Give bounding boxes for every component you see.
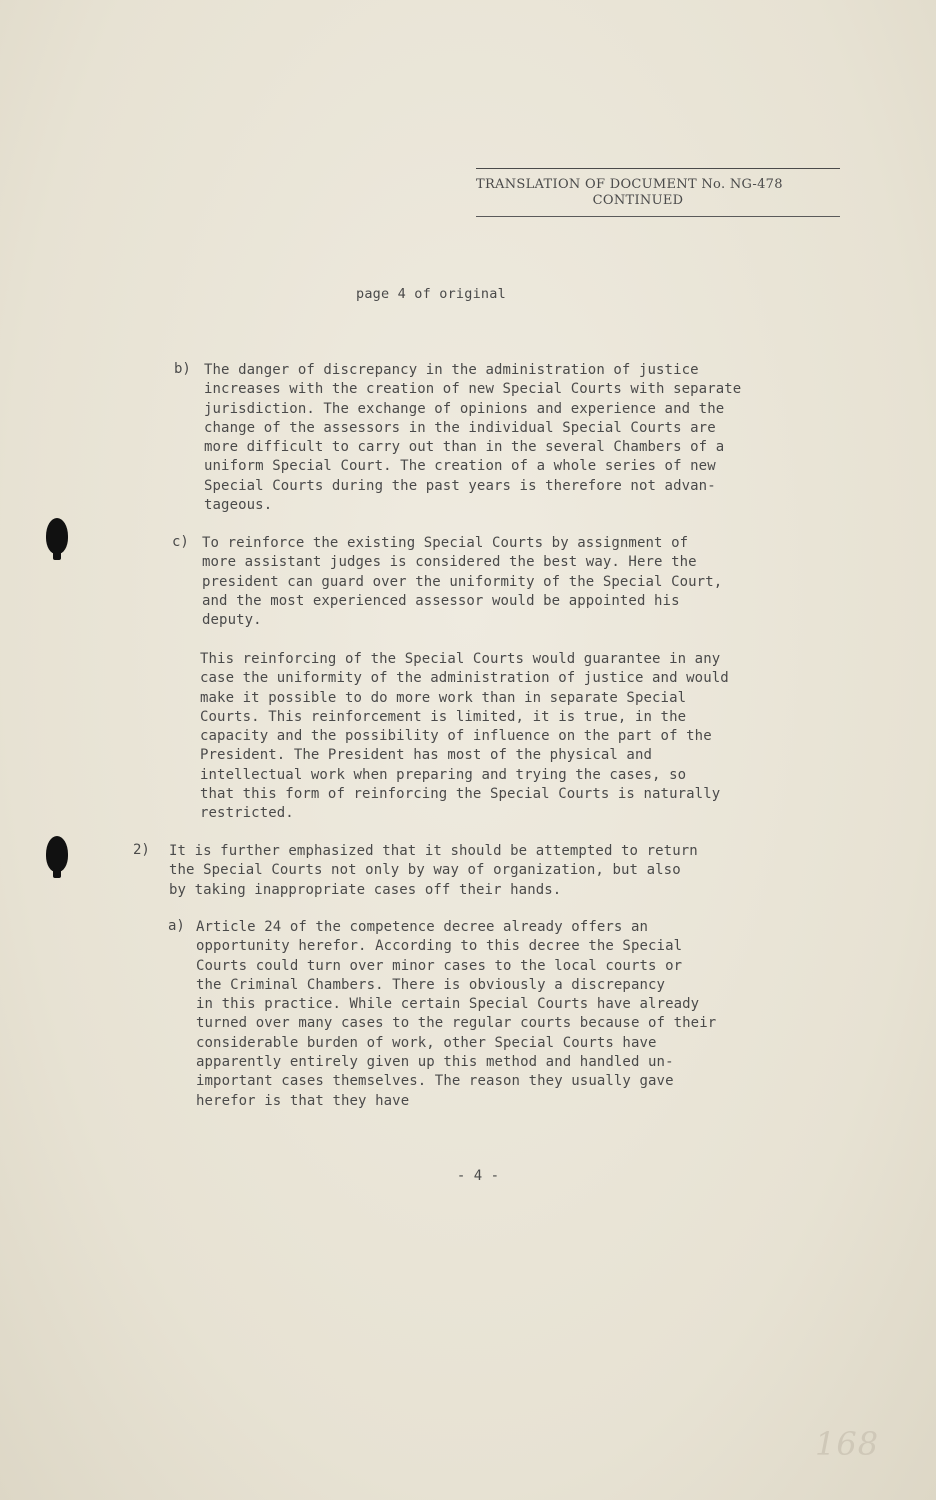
text-line: deputy. xyxy=(202,612,262,629)
text-line: considerable burden of work, other Special Courts have xyxy=(196,1034,657,1051)
text-line: intellectual work when preparing and trying the cases, so xyxy=(200,766,687,783)
text-line: apparently entirely given up this method and handled un- xyxy=(196,1054,674,1071)
text-line: the Criminal Chambers. There is obviously a discrepancy xyxy=(196,976,666,993)
text-line: The danger of discrepancy in the administration of justice xyxy=(204,362,699,378)
paragraph-marker: 2) xyxy=(133,842,150,858)
text-line: in this practice. While certain Special Courts have already xyxy=(196,996,700,1013)
text-line: by taking inappropriate cases off their hands. xyxy=(169,881,562,898)
archive-stamp-number: 168 xyxy=(815,1425,880,1463)
text-line: and the most experienced assessor would be appointed his xyxy=(202,592,680,609)
text-line: opportunity herefor. According to this decree the Special xyxy=(196,938,683,955)
text-line: that this form of reinforcing the Special Courts is naturally xyxy=(200,786,721,803)
paragraph-marker: a) xyxy=(168,918,185,934)
punch-hole xyxy=(46,518,68,554)
paragraph-b xyxy=(174,361,742,515)
paragraph-a xyxy=(168,918,717,1111)
paragraph-c-continued xyxy=(200,650,729,824)
text-line: president can guard over the uniformity of the Special Court, xyxy=(202,573,723,590)
text-line: increases with the creation of new Special Courts with separate xyxy=(204,381,742,398)
text-line: restricted. xyxy=(200,805,294,822)
text-line: change of the assessors in the individual Special Courts are xyxy=(204,419,716,436)
text-line: Article 24 of the competence decree already offers an xyxy=(196,919,649,935)
page-of-original-note: page 4 of original xyxy=(356,286,506,302)
text-line: Courts. This reinforcement is limited, it is true, in the xyxy=(200,708,687,725)
text-line: herefor is that they have xyxy=(196,1092,410,1109)
text-line: tageous. xyxy=(204,497,273,514)
text-line: jurisdiction. The exchange of opinions and experience and the xyxy=(204,400,725,417)
text-line: make it possible to do more work than in separate Special xyxy=(200,689,687,706)
text-line: It is further emphasized that it should be attempted to return xyxy=(169,843,698,859)
text-line: the Special Courts not only by way of organization, but also xyxy=(169,862,681,879)
text-line: Courts could turn over minor cases to the local courts or xyxy=(196,957,683,974)
punch-hole xyxy=(46,836,68,872)
text-line: case the uniformity of the administration of justice and would xyxy=(200,670,729,687)
page-number: - 4 - xyxy=(456,1168,500,1184)
paragraph-2 xyxy=(133,842,698,900)
text-line: This reinforcing of the Special Courts would guarantee in any xyxy=(200,651,721,667)
text-line: turned over many cases to the regular courts because of their xyxy=(196,1015,717,1032)
paragraph-c xyxy=(172,534,723,630)
header-title: TRANSLATION OF DOCUMENT No. NG-478 xyxy=(476,177,783,192)
text-line: more difficult to carry out than in the several Chambers of a xyxy=(204,439,725,456)
paragraph-marker: c) xyxy=(172,534,189,550)
header-continued: CONTINUED xyxy=(592,193,684,208)
text-line: President. The President has most of the physical and xyxy=(200,747,653,764)
text-line: To reinforce the existing Special Courts by assignment of xyxy=(202,535,689,551)
text-line: more assistant judges is considered the best way. Here the xyxy=(202,554,697,571)
text-line: uniform Special Court. The creation of a whole series of new xyxy=(204,458,716,475)
text-line: Special Courts during the past years is therefore not advan- xyxy=(204,477,716,494)
translation-header xyxy=(476,168,840,217)
text-line: important cases themselves. The reason they usually gave xyxy=(196,1073,674,1090)
text-line: capacity and the possibility of influence on the part of the xyxy=(200,728,712,745)
paragraph-marker: b) xyxy=(174,361,191,377)
